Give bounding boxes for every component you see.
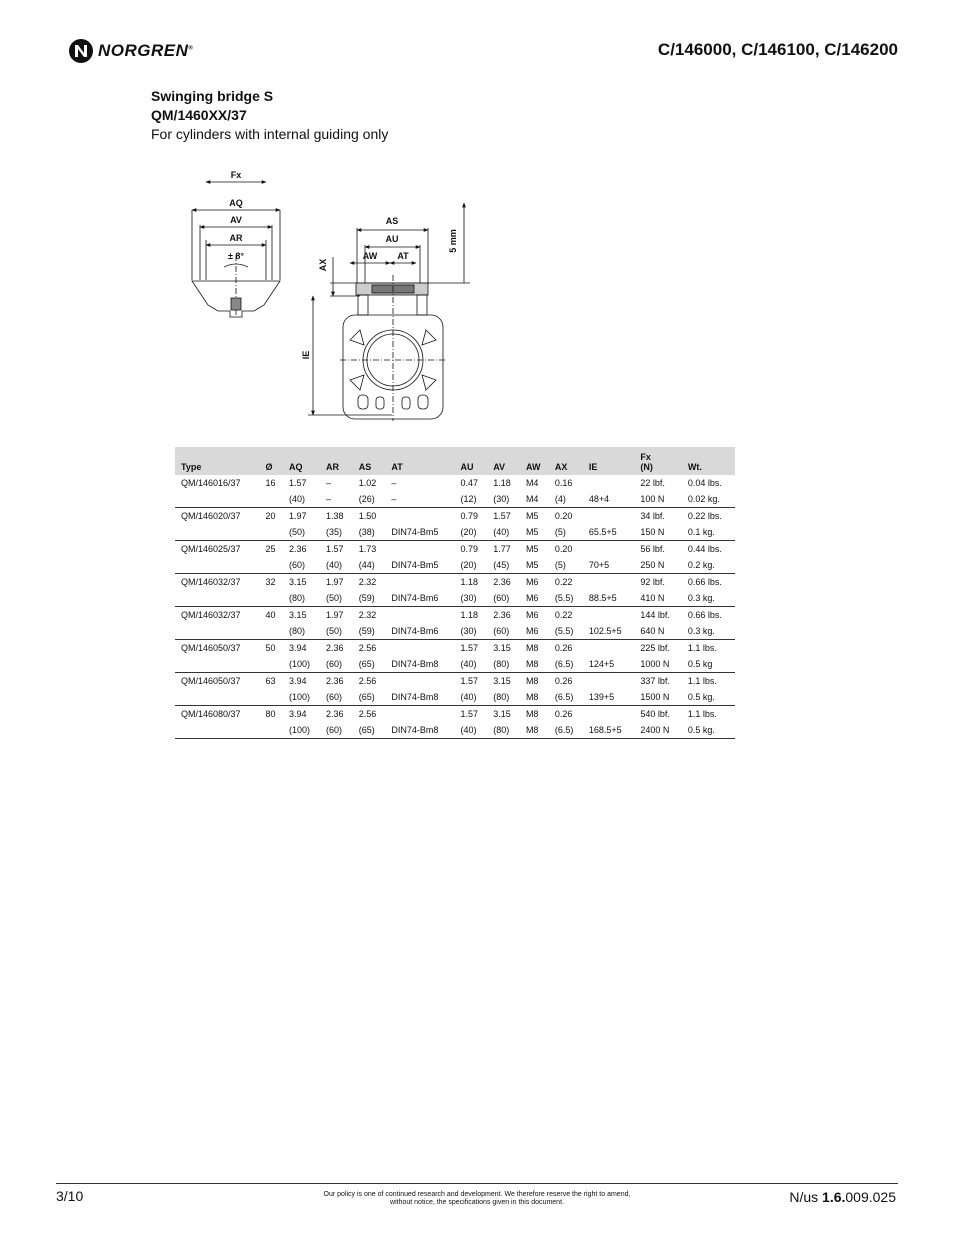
table-cell: DIN74-Bm8 [385,722,454,739]
table-cell: DIN74-Bm6 [385,623,454,640]
table-cell: 0.66 lbs. [687,610,722,620]
table-row [175,607,735,624]
table-cell [175,689,260,706]
table-cell: 2.32 [358,610,377,620]
table-cell: M8 [525,676,539,686]
table-cell: 0.16 [554,478,573,488]
table-cell [260,590,283,607]
table-cell: 410 N [634,590,682,607]
table-cell: DIN74-Bm6 [385,590,454,607]
label-av: AV [230,215,242,225]
table-cell: 0.66 lbs. [687,577,722,587]
table-cell [385,706,454,723]
table-cell: (80) [487,689,520,706]
table-cell: 2400 N [634,722,682,739]
table-cell [260,656,283,673]
table-cell [583,541,635,558]
table-cell: – [385,491,454,508]
label-fx: Fx [230,170,242,180]
table-cell: 337 lbf. [640,676,670,686]
table-cell [260,689,283,706]
table-cell: 2.36 [325,676,344,686]
table-cell: 32 [265,577,276,587]
product-title: Swinging bridge S [151,88,274,104]
table-cell: 0.2 kg. [682,557,735,574]
table-cell: QM/146016/37 [181,478,241,488]
table-cell: (6.5) [549,689,583,706]
table-cell [260,491,283,508]
table-cell: QM/146032/37 [181,610,241,620]
table-cell: 1.97 [288,511,307,521]
table-cell: 3.15 [493,676,511,686]
table-header-row [175,447,735,475]
table-cell: (80) [487,722,520,739]
table-cell: (35) [320,524,353,541]
table-cell: 0.79 [460,511,479,521]
table-cell: 1.18 [460,610,479,620]
table-cell [260,524,283,541]
table-cell: (60) [320,689,353,706]
table-cell: 0.79 [460,544,479,554]
col-type: Type [181,462,202,472]
table-cell: M5 [520,557,549,574]
table-cell: 0.22 lbs. [687,511,722,521]
table-cell: 92 lbf. [640,577,665,587]
table-cell: 0.5 kg [682,656,735,673]
table-cell: (4) [549,491,583,508]
table-row [175,491,735,508]
table-cell [260,557,283,574]
table-cell [260,623,283,640]
table-cell: 3.15 [288,610,307,620]
table-cell: – [391,478,397,488]
table-row [175,706,735,723]
table-cell: DIN74-Bm5 [385,524,454,541]
table-cell: M6 [520,590,549,607]
table-cell: (50) [283,524,320,541]
table-row [175,475,735,491]
page-number: 3/10 [56,1188,84,1204]
table-cell [175,491,260,508]
table-row [175,673,735,690]
policy-note: Our policy is one of continued research and development. We therefore reserve the right to amend, without notice, the specifications given in this document. [323,1191,631,1206]
table-cell: QM/146025/37 [181,544,241,554]
table-cell: 0.04 lbs. [687,478,722,488]
table-cell: 1.1 lbs. [687,709,717,719]
table-cell: (59) [353,623,386,640]
table-cell: 0.3 kg. [682,623,735,640]
table-cell: 0.5 kg. [682,722,735,739]
table-cell: 1.18 [493,478,511,488]
table-cell: QM/146050/37 [181,676,241,686]
table-cell: 1.97 [325,610,344,620]
table-cell: (6.5) [549,722,583,739]
table-cell: 3.94 [288,709,307,719]
col-as: AS [358,462,372,472]
table-cell: 1.18 [460,577,479,587]
table-cell: 100 N [634,491,682,508]
table-cell: (26) [353,491,386,508]
product-code: QM/1460XX/37 [151,107,247,123]
table-cell: 2.56 [358,643,377,653]
table-cell: M6 [525,577,539,587]
technical-drawing [180,165,480,427]
norgren-logo [68,38,193,64]
label-angle: ± 8° [227,251,245,261]
table-cell: (38) [353,524,386,541]
table-cell [175,722,260,739]
table-cell: (30) [487,491,520,508]
table-cell: 25 [265,544,276,554]
table-cell: 1000 N [634,656,682,673]
table-cell [175,656,260,673]
table-cell: 0.22 [554,577,573,587]
table-cell: (40) [455,656,488,673]
table-cell: M8 [520,722,549,739]
table-cell: 88.5+5 [583,590,635,607]
table-row [175,574,735,591]
table-cell: 0.26 [554,676,573,686]
table-cell: 40 [265,610,276,620]
product-note: For cylinders with internal guiding only [151,126,389,142]
table-cell: (100) [283,689,320,706]
table-cell: (40) [283,491,320,508]
table-cell: 0.26 [554,643,573,653]
table-cell: (45) [487,557,520,574]
table-cell [583,607,635,624]
table-cell: (12) [455,491,488,508]
table-cell [583,673,635,690]
table-row [175,722,735,739]
table-cell: 1.97 [325,577,344,587]
table-cell: M6 [520,623,549,640]
table-cell: 139+5 [583,689,635,706]
table-cell: (5) [549,524,583,541]
table-cell: 0.47 [460,478,479,488]
table-row [175,590,735,607]
table-cell: QM/146020/37 [181,511,241,521]
table-cell: (20) [455,524,488,541]
table-cell: QM/146032/37 [181,577,241,587]
col-av: AV [493,462,506,472]
table-row [175,640,735,657]
table-cell: DIN74-Bm5 [385,557,454,574]
table-cell: 0.5 kg. [682,689,735,706]
table-row [175,689,735,706]
table-cell: 80 [265,709,276,719]
table-cell: 2.56 [358,676,377,686]
table-row [175,557,735,574]
table-cell: (5) [549,557,583,574]
table-cell: 70+5 [583,557,635,574]
label-aq: AQ [229,198,243,208]
section-heading [151,87,388,144]
table-cell: M8 [520,656,549,673]
table-cell: 540 lbf. [640,709,670,719]
table-cell: 65.5+5 [583,524,635,541]
table-cell: 3.94 [288,676,307,686]
table-cell: 1.57 [288,478,307,488]
table-cell: 1.57 [460,676,479,686]
table-cell: 124+5 [583,656,635,673]
table-cell: (40) [487,524,520,541]
table-cell: (40) [455,689,488,706]
table-cell: M5 [525,544,539,554]
table-cell: M6 [525,610,539,620]
table-cell: 150 N [634,524,682,541]
table-cell: 1.57 [460,709,479,719]
table-cell: M5 [525,511,539,521]
table-cell: 3.15 [493,643,511,653]
table-cell: (30) [455,590,488,607]
table-cell: (44) [353,557,386,574]
table-cell: 0.1 kg. [682,524,735,541]
col-ie: IE [588,462,598,472]
col-diameter: Ø [265,462,273,472]
col-ax: AX [554,462,568,472]
table-cell: M5 [520,524,549,541]
table-cell: 0.44 lbs. [687,544,722,554]
table-cell [385,508,454,525]
table-cell [385,574,454,591]
table-cell: (80) [487,656,520,673]
table-cell: 1.1 lbs. [687,676,717,686]
table-cell: 0.20 [554,544,573,554]
table-cell: (65) [353,722,386,739]
col-at: AT [391,462,403,472]
label-ie: IE [301,350,311,360]
table-cell: 1.02 [358,478,377,488]
table-cell: 56 lbf. [640,544,665,554]
table-cell: (80) [283,623,320,640]
table-cell: 2.36 [493,610,511,620]
table-cell: 2.36 [288,544,307,554]
table-cell: (65) [353,689,386,706]
table-row [175,656,735,673]
specification-table [175,447,735,739]
table-cell: (60) [320,656,353,673]
table-cell: M8 [525,709,539,719]
table-cell: M8 [525,643,539,653]
table-cell: 1.57 [325,544,344,554]
table-cell: (6.5) [549,656,583,673]
table-cell: M8 [520,689,549,706]
table-cell: 2.36 [325,709,344,719]
table-cell: 102.5+5 [583,623,635,640]
table-cell: 63 [265,676,276,686]
table-cell: 0.22 [554,610,573,620]
label-ar: AR [229,233,243,243]
document-code: C/146000, C/146100, C/146200 [657,40,898,59]
table-cell: 225 lbf. [640,643,670,653]
table-cell [175,557,260,574]
logo-text: NORGREN® [98,41,194,60]
table-cell: 22 lbf. [640,478,665,488]
table-cell: (20) [455,557,488,574]
footer-divider [56,1183,898,1184]
table-cell: 0.3 kg. [682,590,735,607]
table-cell: 20 [265,511,276,521]
table-cell: 2.56 [358,709,377,719]
table-cell [385,541,454,558]
col-ar: AR [325,462,339,472]
table-cell: (65) [353,656,386,673]
table-cell: 3.15 [493,709,511,719]
table-cell [583,574,635,591]
table-cell: (5.5) [549,590,583,607]
table-cell [583,706,635,723]
table-cell: 2.32 [358,577,377,587]
table-cell: (100) [283,722,320,739]
table-cell: 0.26 [554,709,573,719]
table-cell: 34 lbf. [640,511,665,521]
table-cell: (30) [455,623,488,640]
table-cell: 640 N [634,623,682,640]
table-cell: 3.15 [288,577,307,587]
table-cell [583,475,635,491]
table-cell [260,722,283,739]
table-cell [385,673,454,690]
col-fx: Fx (N) [640,452,653,472]
table-cell: DIN74-Bm8 [385,689,454,706]
table-cell: 1.77 [493,544,511,554]
document-reference: N/us 1.6.009.025 [789,1189,896,1205]
table-cell: 1.38 [325,511,344,521]
table-cell [583,508,635,525]
table-cell: – [320,491,353,508]
table-cell: 1.1 lbs. [687,643,717,653]
table-cell [175,524,260,541]
table-cell: 2.36 [493,577,511,587]
table-cell: 0.02 kg. [682,491,735,508]
table-cell: 50 [265,643,276,653]
table-cell: 0.20 [554,511,573,521]
table-cell: (40) [320,557,353,574]
table-cell: (60) [283,557,320,574]
table-cell: 2.36 [325,643,344,653]
table-cell: DIN74-Bm8 [385,656,454,673]
col-aw: AW [525,462,541,472]
table-row [175,508,735,525]
table-cell: – [325,478,331,488]
col-au: AU [460,462,474,472]
col-weight: Wt. [687,462,702,472]
table-cell: 1.73 [358,544,377,554]
table-row [175,623,735,640]
table-cell: 250 N [634,557,682,574]
table-cell [385,640,454,657]
table-cell: 1.57 [460,643,479,653]
table-cell: 16 [265,478,276,488]
label-aw: AW [362,251,378,261]
table-cell [583,640,635,657]
table-cell: (50) [320,590,353,607]
table-row [175,541,735,558]
table-cell: (60) [487,590,520,607]
table-cell: QM/146050/37 [181,643,241,653]
table-cell: (5.5) [549,623,583,640]
table-cell [385,607,454,624]
table-cell: (80) [283,590,320,607]
table-cell: (40) [455,722,488,739]
table-cell: 168.5+5 [583,722,635,739]
table-cell: (50) [320,623,353,640]
norgren-logo-icon [68,38,94,64]
col-aq: AQ [288,462,303,472]
table-cell: (100) [283,656,320,673]
table-cell: (59) [353,590,386,607]
table-cell: M4 [525,478,539,488]
table-row [175,524,735,541]
label-5mm: 5 mm [448,229,458,253]
table-cell: (60) [487,623,520,640]
table-cell: 48+4 [583,491,635,508]
label-ax: AX [318,258,328,272]
table-cell: (60) [320,722,353,739]
label-au: AU [385,234,399,244]
table-cell: 3.94 [288,643,307,653]
table-cell: M4 [520,491,549,508]
table-cell: 1500 N [634,689,682,706]
table-cell [175,590,260,607]
label-as: AS [385,216,399,226]
table-cell: 1.57 [493,511,511,521]
label-at: AT [397,251,409,261]
table-cell: 144 lbf. [640,610,670,620]
table-cell [175,623,260,640]
table-cell: 1.50 [358,511,377,521]
table-cell: QM/146080/37 [181,709,241,719]
